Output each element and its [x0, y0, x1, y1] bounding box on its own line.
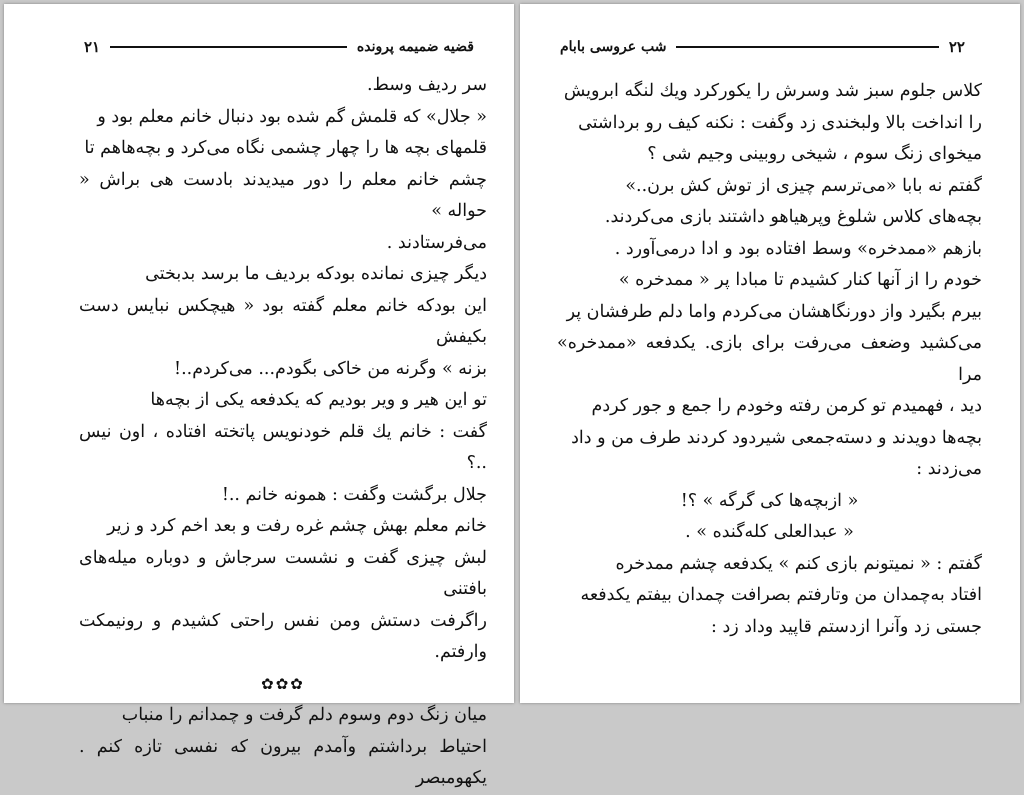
text-line: دید ، فهمیدم تو کرمن رفته وخودم را جمع و جور کردم: [591, 396, 982, 416]
page-number: ۲۱: [84, 38, 101, 56]
text-line: خانم معلم بهش چشم غره رفت و بعد اخم کرد و زیر: [107, 516, 487, 536]
text-line: چشم خانم معلم را دور میدیدند بادست هی براش « حواله »: [79, 169, 487, 221]
text-line: افتاد به‌چمدان من وتارفتم بصرافت چمدان بیفتم یکدفعه: [580, 585, 982, 605]
text-line: را انداخت بالا ولبخندی زد وگفت : نکنه کیف رو برداشتی: [578, 112, 982, 133]
text-line: راگرفت دستش ومن نفس راحتی کشیدم و رونیمکت وارفتم.: [79, 610, 487, 662]
text-line: احتیاط برداشتم وآمدم بیرون که نفسی تازه کنم . یکهومبصر: [79, 736, 487, 788]
header-rule: [676, 46, 938, 48]
quote-line: « عبدالعلی کله‌گنده » .: [685, 522, 854, 542]
text-line: بچه‌ها دویدند و دسته‌جمعی شیردود کردند طرف من و داد: [571, 427, 982, 448]
text-line: جلال برگشت وگفت : همونه خانم ..!: [221, 484, 487, 505]
page-header: [560, 34, 965, 60]
text-line: گفتم نه بابا «می‌ترسم چیزی از توش کش برن..»: [625, 175, 982, 196]
quote-line: « ازبچه‌ها کی گرگه » ؟!: [680, 490, 859, 511]
text-line: این بودکه خانم معلم گفته بود « هیچکس نبایس دست بکیفش: [79, 295, 487, 347]
text-line: لبش چیزی گفت و نشست سرجاش و دوباره میله‌های بافتنی: [79, 547, 487, 599]
text-line: میان زنگ دوم وسوم دلم گرفت و چمدانم را منباب: [121, 705, 487, 725]
text-line: بچه‌های کلاس شلوغ وپرهیاهو داشتند بازی می‌کردند.: [604, 207, 982, 227]
text-line: بزنه » وگرنه من خاکی بگودم... می‌کردم..!: [174, 358, 487, 379]
text-line: قلمهای بچه ها را چهار چشمی نگاه می‌کرد و بچه‌هاهم تا: [84, 138, 487, 158]
text-line: « جلال» که قلمش گم شده بود دنبال خانم معلم بود و: [97, 106, 487, 127]
running-title: شب عروسی بابام: [560, 39, 667, 55]
text-line: بازهم «ممدخره» وسط افتاده بود و ادا درمی‌آورد .: [614, 238, 982, 259]
text-line: گفتم : « نمیتونم بازی کنم » یکدفعه چشم ممدخره: [615, 553, 982, 574]
text-line: خودم را از آنها کنار کشیدم تا مبادا پر « ممدخره »: [618, 270, 982, 290]
left-page: [4, 4, 514, 788]
text-line: سر ردیف وسط.: [367, 75, 487, 95]
page-header: [84, 34, 474, 60]
text-line: تو این هیر و ویر بودیم که یکدفعه یکی از بچه‌ها: [150, 390, 487, 410]
page-body: [79, 70, 487, 795]
section-ornament: ✿✿✿: [261, 674, 305, 693]
text-line: بیرم بگیرد واز دورنگاهشان می‌کردم واما دلم طرفشان پر: [566, 301, 982, 322]
text-line: کلاس جلوم سبز شد وسرش را یکورکرد ویك لنگه ابرویش: [563, 81, 982, 101]
text-line: دیگر چیزی نمانده بودکه بردیف ما برسد بدبختی: [145, 264, 487, 284]
running-title: قضیه ضمیمه پرونده: [356, 39, 474, 55]
right-page: [520, 4, 1020, 703]
text-line: جستی زد وآنرا ازدستم قاپید وداد زد :: [711, 616, 982, 637]
page-number: ۲۲: [948, 38, 965, 56]
page-body: [557, 76, 982, 643]
text-line: میخوای زنگ سوم ، شیخی روبینی وجیم شی ؟: [647, 144, 982, 164]
text-line: گفت : خانم یك قلم خودنویس پاتخته افتاده ، اون نیس ..؟: [79, 421, 487, 473]
text-line: می‌زدند :: [916, 459, 982, 479]
text-line: می‌کشید وضعف می‌رفت برای بازی. یکدفعه «ممدخره» مرا: [557, 333, 982, 385]
text-line: می‌فرستادند .: [386, 232, 487, 253]
header-rule: [110, 46, 347, 48]
